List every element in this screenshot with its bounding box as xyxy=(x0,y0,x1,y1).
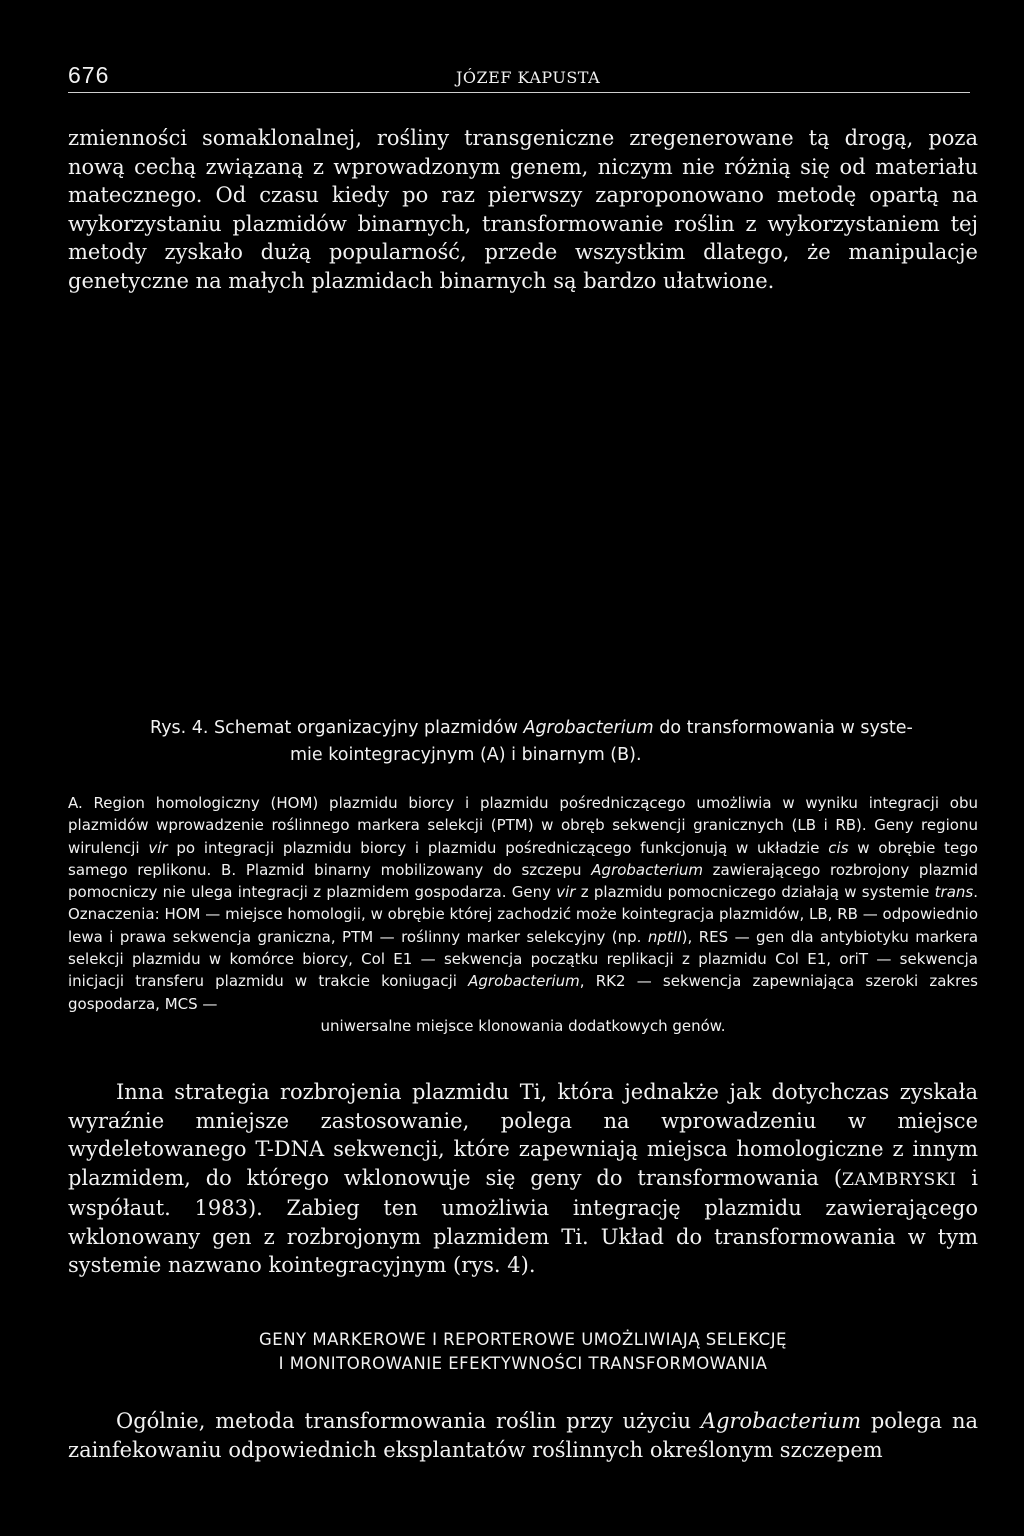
legend-text-h: , RK2 — sekwencja zapewniająca szeroki zakres gospodarza, MCS — xyxy=(68,972,978,1013)
legend-agrobacterium-2: Agrobacterium xyxy=(468,972,580,991)
caption-mid: do transformowania w syste- xyxy=(653,718,913,738)
legend-text-e: z plazmidu pomocniczego działają w systemie xyxy=(575,883,935,902)
citation-author: ZAMBRYSKI xyxy=(842,1169,957,1190)
section-heading-line1: GENY MARKEROWE I REPORTEROWE UMOŻLIWIAJĄ SELEKCJĘ xyxy=(259,1330,787,1349)
legend-last-line: uniwersalne miejsce klonowania dodatkowych genów. xyxy=(320,1016,726,1035)
legend-agrobacterium-1: Agrobacterium xyxy=(591,860,703,879)
paragraph-3-organism: Agrobacterium xyxy=(700,1409,861,1433)
page-number: 676 xyxy=(68,62,110,88)
paragraph-2-text-a: Inna strategia rozbrojenia plazmidu Ti, która jednakże jak dotychczas zyskała wyraźnie mniejsze zastosowanie, polega na wprowadzeniu w miejsce wydeletowanego T-DNA sekwencji, które zapewniają miejsca homologiczne z innym plazmidem, do którego wklonowuje się geny do transformowania ( xyxy=(68,1080,978,1190)
legend-text-g: ), RES — gen dla antybiotyku markera selekcji plazmidu w komórce biorcy, Col E1 — sekwencja początku replikacji z plazmidu Col E1, oriT — sekwencja inicjacji transferu plazmidu w trakcie koniugacji xyxy=(68,927,979,991)
caption-prefix: Rys. 4. Schemat organizacyjny plazmidów xyxy=(150,718,524,738)
legend-text-d: zawierającego rozbrojony plazmid pomocniczy nie ulega integracji z plazmidem gospodarza. Geny xyxy=(68,860,978,902)
paragraph-3 xyxy=(68,1407,978,1464)
running-head: JÓZEF KAPUSTA xyxy=(456,68,601,87)
figure-legend xyxy=(68,792,978,1037)
legend-trans: trans xyxy=(934,883,974,902)
legend-nptii: nptII xyxy=(647,927,682,946)
caption-line2: mie kointegracyjnym (A) i binarnym (B). xyxy=(290,745,642,765)
legend-vir-1: vir xyxy=(148,838,168,857)
legend-text-f: . Oznaczenia: HOM — miejsce homologii, w obrębie której zachodzić może kointegracja plazmidów, LB, RB — odpowiednio lewa i prawa sekwencja graniczna, PTM — roślinny marker selekcyjny (np. xyxy=(68,883,979,946)
figure-caption xyxy=(150,715,970,769)
section-heading xyxy=(68,1328,978,1376)
paragraph-2 xyxy=(68,1078,978,1280)
legend-vir-2: vir xyxy=(556,883,576,902)
paragraph-1: zmienności somaklonalnej, rośliny transgeniczne zregenerowane tą drogą, poza nową cechą związaną z wprowadzonym genem, niczym nie różnią się od materiału matecznego. Od czasu kiedy po raz pierwszy zaproponowano metodę opartą na wykorzystaniu plazmidów binarnych, transformowanie roślin z wykorzystaniem tej metody zyskało dużą popularność, przede wszystkim dlatego, że manipulacje genetyczne na małych plazmidach binarnych są bardzo ułatwione. xyxy=(68,126,978,293)
paragraph-3-text-a: Ogólnie, metoda transformowania roślin przy użyciu xyxy=(116,1409,701,1433)
section-heading-line2: I MONITOROWANIE EFEKTYWNOŚCI TRANSFORMOWANIA xyxy=(278,1354,768,1373)
figure-4-area xyxy=(68,345,970,700)
legend-text-a: A. Region homologiczny (HOM) plazmidu biorcy i plazmidu pośredniczącego umożliwia w wyniku integracji obu plazmidów wprowadzenie roślinnego markera selekcji (PTM) w obręb sekwencji granicznych (LB i RB). Geny regionu wirulencji xyxy=(68,794,978,857)
legend-text-c: w obrębie tego samego replikonu. B. Plazmid binarny mobilizowany do szczepu xyxy=(68,838,978,879)
page-header xyxy=(68,62,970,96)
legend-cis: cis xyxy=(828,838,849,857)
legend-text-b: po integracji plazmidu biorcy i plazmidu pośredniczącego funkcjonują w układzie xyxy=(167,838,829,857)
caption-organism: Agrobacterium xyxy=(523,718,654,738)
paragraph-3-text-b: polega na zainfekowaniu odpowiednich eksplantatów roślinnych określonym szczepem xyxy=(68,1409,978,1462)
header-rule xyxy=(68,92,970,93)
paragraph-2-text-b: i współaut. 1983). Zabieg ten umożliwia integrację plazmidu zawierającego wklonowany gen z rozbrojonym plazmidem Ti. Układ do transformowania w tym systemie nazwano kointegracyjnym (rys. 4). xyxy=(68,1165,978,1277)
